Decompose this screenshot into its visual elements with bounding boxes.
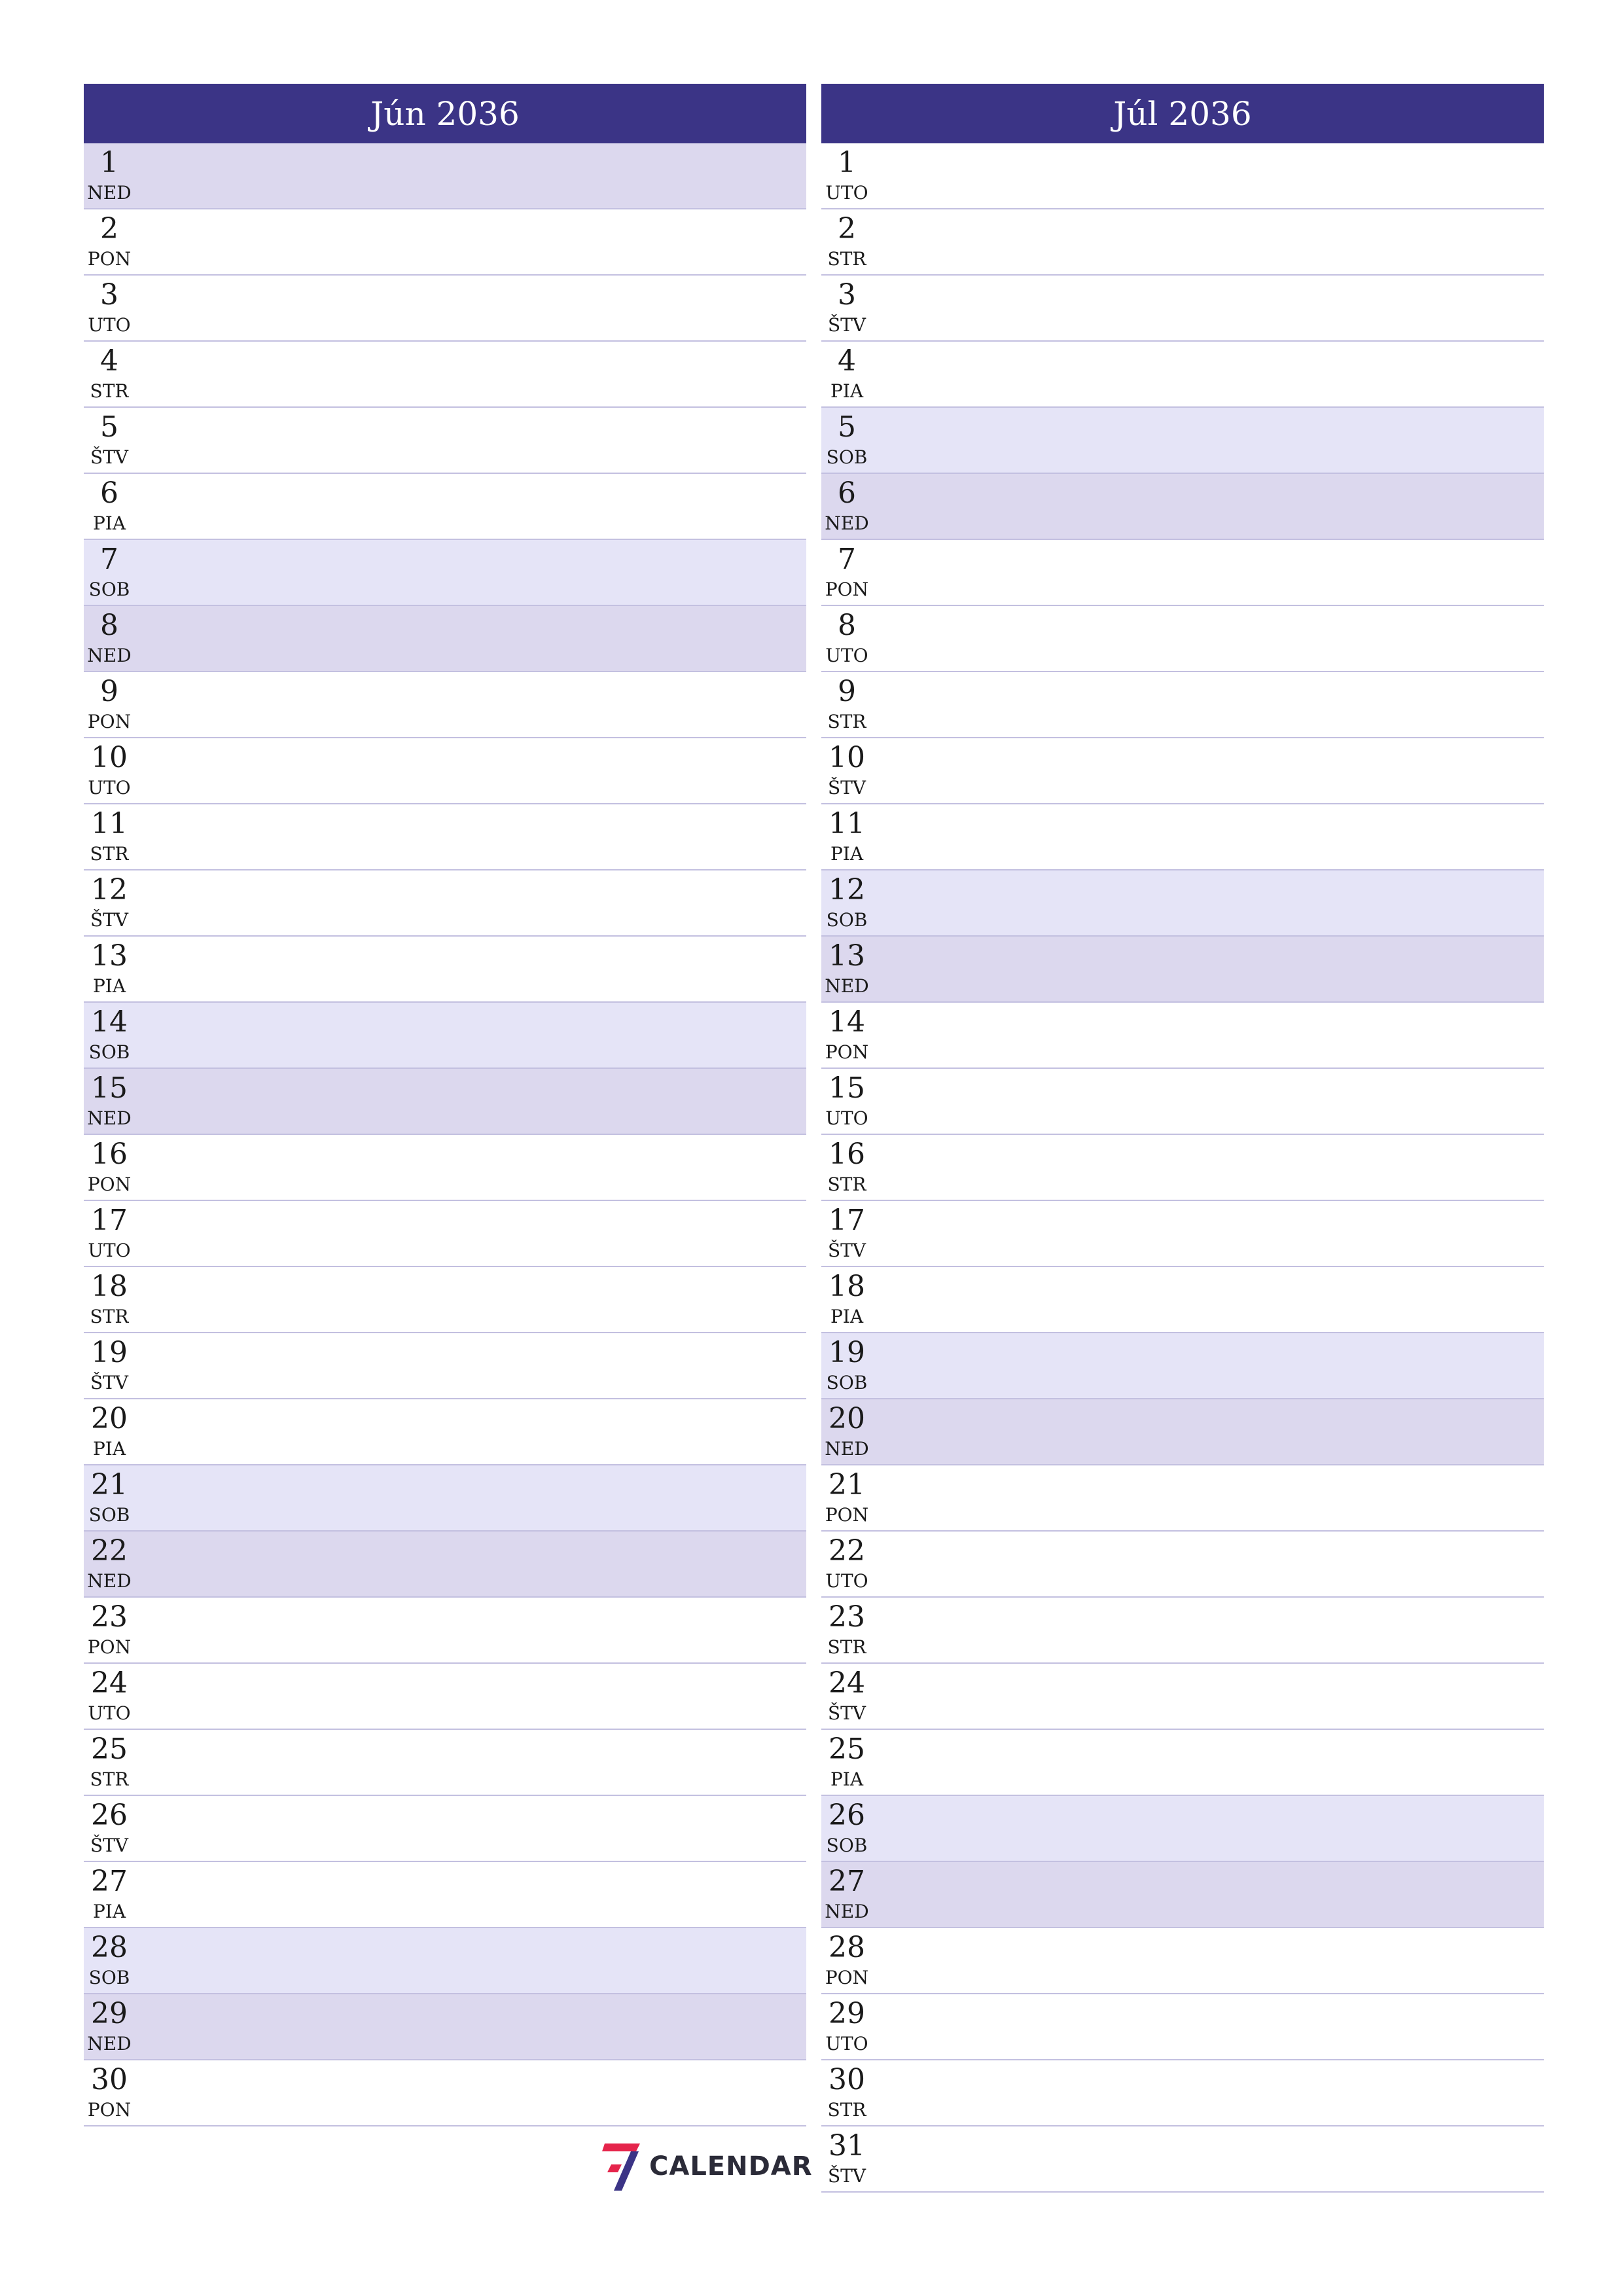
day-name: PON — [87, 2099, 132, 2121]
day-name: UTO — [88, 1702, 131, 1724]
day-name: NED — [825, 1438, 869, 1460]
day-number: 28 — [91, 1931, 128, 1964]
day-name: STR — [827, 711, 866, 732]
day-row — [84, 870, 806, 937]
day-row — [821, 1928, 1544, 1994]
day-number: 18 — [91, 1270, 128, 1303]
day-name: PIA — [92, 1438, 126, 1460]
day-row — [821, 937, 1544, 1003]
day-number: 6 — [838, 476, 856, 510]
day-number: 26 — [91, 1799, 128, 1832]
day-row — [84, 1928, 806, 1994]
day-number: 14 — [91, 1005, 128, 1039]
day-name: PIA — [92, 1901, 126, 1922]
day-number: 20 — [91, 1402, 128, 1435]
day-number: 25 — [91, 1732, 128, 1766]
day-row — [821, 474, 1544, 540]
day-number: 2 — [838, 212, 856, 245]
day-number: 12 — [91, 873, 128, 906]
day-number: 14 — [829, 1005, 865, 1039]
day-row — [84, 540, 806, 606]
day-name: STR — [90, 1306, 129, 1327]
day-name: SOB — [826, 1835, 868, 1856]
day-name: ŠTV — [90, 909, 129, 931]
day-number: 5 — [100, 410, 118, 444]
day-name: SOB — [88, 579, 130, 600]
day-number: 24 — [829, 1666, 865, 1700]
day-list-june — [84, 143, 806, 2126]
day-number: 7 — [838, 543, 856, 576]
day-name: STR — [827, 1174, 866, 1195]
day-row — [84, 1664, 806, 1730]
day-name: PIA — [830, 843, 864, 865]
day-name: ŠTV — [827, 2165, 866, 2187]
day-number: 15 — [91, 1071, 128, 1105]
day-name: STR — [90, 1768, 129, 1790]
day-number: 19 — [91, 1336, 128, 1369]
day-number: 23 — [829, 1600, 865, 1634]
day-name: UTO — [88, 1240, 131, 1261]
day-number: 27 — [91, 1865, 128, 1898]
day-row — [84, 1862, 806, 1928]
day-row — [821, 738, 1544, 804]
day-number: 8 — [838, 609, 856, 642]
day-name: SOB — [88, 1504, 130, 1526]
day-number: 21 — [829, 1468, 865, 1501]
day-row — [84, 1465, 806, 1532]
day-name: UTO — [825, 182, 868, 204]
day-number: 22 — [829, 1534, 865, 1568]
day-name: PIA — [830, 1306, 864, 1327]
day-number: 9 — [100, 675, 118, 708]
day-number: 13 — [829, 939, 865, 973]
day-name: SOB — [826, 909, 868, 931]
day-row — [821, 1598, 1544, 1664]
day-name: ŠTV — [90, 1835, 129, 1856]
day-name: NED — [87, 182, 132, 204]
day-row — [84, 408, 806, 474]
month-title-july: Júl 2036 — [821, 84, 1544, 143]
day-name: ŠTV — [90, 446, 129, 468]
day-row — [84, 804, 806, 870]
day-row — [821, 1532, 1544, 1598]
day-name: SOB — [826, 446, 868, 468]
day-row — [84, 1730, 806, 1796]
day-row — [84, 209, 806, 276]
day-number: 12 — [829, 873, 865, 906]
day-name: STR — [827, 248, 866, 270]
day-name: PON — [87, 711, 132, 732]
day-name: PON — [825, 1041, 869, 1063]
day-row — [84, 474, 806, 540]
day-name: PIA — [830, 380, 864, 402]
day-row — [821, 408, 1544, 474]
day-name: UTO — [88, 777, 131, 798]
day-name: UTO — [825, 645, 868, 666]
day-name: ŠTV — [827, 1702, 866, 1724]
day-name: NED — [87, 1107, 132, 1129]
day-name: PON — [825, 1504, 869, 1526]
day-row — [821, 1003, 1544, 1069]
day-row — [84, 1201, 806, 1267]
day-row — [821, 1730, 1544, 1796]
day-number: 5 — [838, 410, 856, 444]
day-name: NED — [87, 645, 132, 666]
day-name: NED — [87, 2033, 132, 2054]
day-name: STR — [827, 2099, 866, 2121]
day-number: 29 — [91, 1997, 128, 2030]
day-number: 3 — [100, 278, 118, 312]
day-number: 16 — [91, 1138, 128, 1171]
day-number: 1 — [100, 146, 118, 179]
day-row — [821, 143, 1544, 209]
day-name: PIA — [92, 975, 126, 997]
day-row — [84, 1135, 806, 1201]
day-row — [84, 1796, 806, 1862]
day-row — [821, 606, 1544, 672]
day-number: 25 — [829, 1732, 865, 1766]
day-name: SOB — [826, 1372, 868, 1393]
day-name: ŠTV — [827, 1240, 866, 1261]
day-name: STR — [827, 1636, 866, 1658]
day-name: UTO — [825, 1570, 868, 1592]
day-name: UTO — [825, 1107, 868, 1129]
day-number: 19 — [829, 1336, 865, 1369]
day-number: 21 — [91, 1468, 128, 1501]
day-number: 16 — [829, 1138, 865, 1171]
day-number: 2 — [100, 212, 118, 245]
day-number: 22 — [91, 1534, 128, 1568]
day-row — [821, 870, 1544, 937]
day-row — [821, 1135, 1544, 1201]
day-row — [821, 1465, 1544, 1532]
day-row — [821, 1069, 1544, 1135]
day-number: 9 — [838, 675, 856, 708]
day-number: 4 — [838, 344, 856, 378]
day-row — [821, 342, 1544, 408]
day-number: 18 — [829, 1270, 865, 1303]
day-name: ŠTV — [827, 314, 866, 336]
day-list-july — [821, 143, 1544, 2193]
day-number: 10 — [829, 741, 865, 774]
day-name: NED — [825, 975, 869, 997]
brand-text: CALENDAR — [649, 2151, 813, 2181]
day-number: 17 — [91, 1204, 128, 1237]
day-number: 27 — [829, 1865, 865, 1898]
day-number: 7 — [100, 543, 118, 576]
day-number: 28 — [829, 1931, 865, 1964]
day-name: PIA — [830, 1768, 864, 1790]
month-july — [821, 84, 1544, 2193]
day-row — [821, 1333, 1544, 1399]
day-number: 1 — [838, 146, 856, 179]
day-row — [821, 1201, 1544, 1267]
day-row — [84, 276, 806, 342]
day-name: UTO — [825, 2033, 868, 2054]
day-row — [84, 1598, 806, 1664]
day-row — [84, 738, 806, 804]
day-number: 11 — [829, 807, 865, 840]
day-number: 23 — [91, 1600, 128, 1634]
day-row — [821, 540, 1544, 606]
day-row — [821, 1994, 1544, 2060]
day-number: 29 — [829, 1997, 865, 2030]
day-number: 26 — [829, 1799, 865, 1832]
day-name: NED — [87, 1570, 132, 1592]
day-number: 13 — [91, 939, 128, 973]
day-number: 24 — [91, 1666, 128, 1700]
day-name: SOB — [88, 1967, 130, 1988]
day-row — [821, 2126, 1544, 2193]
day-name: STR — [90, 843, 129, 865]
day-name: PON — [825, 1967, 869, 1988]
day-row — [84, 342, 806, 408]
day-number: 8 — [100, 609, 118, 642]
day-name: UTO — [88, 314, 131, 336]
day-row — [821, 2060, 1544, 2126]
day-number: 11 — [91, 807, 128, 840]
day-number: 31 — [829, 2129, 865, 2162]
day-row — [84, 1532, 806, 1598]
day-row — [84, 1994, 806, 2060]
day-row — [84, 1333, 806, 1399]
brand-logo — [602, 2140, 813, 2193]
day-name: PON — [87, 1174, 132, 1195]
day-row — [84, 1399, 806, 1465]
day-name: PIA — [92, 512, 126, 534]
day-number: 30 — [91, 2063, 128, 2096]
day-name: PON — [87, 248, 132, 270]
day-number: 15 — [829, 1071, 865, 1105]
day-row — [821, 672, 1544, 738]
seven-logo-icon — [602, 2141, 641, 2192]
day-row — [821, 1862, 1544, 1928]
day-number: 6 — [100, 476, 118, 510]
day-name: PON — [825, 579, 869, 600]
day-number: 20 — [829, 1402, 865, 1435]
day-name: NED — [825, 1901, 869, 1922]
day-name: NED — [825, 512, 869, 534]
day-number: 10 — [91, 741, 128, 774]
day-row — [821, 1399, 1544, 1465]
day-row — [84, 937, 806, 1003]
month-title-june: Jún 2036 — [84, 84, 806, 143]
day-name: ŠTV — [90, 1372, 129, 1393]
day-row — [84, 1003, 806, 1069]
day-row — [821, 1664, 1544, 1730]
day-name: ŠTV — [827, 777, 866, 798]
day-row — [821, 209, 1544, 276]
month-june — [84, 84, 806, 2126]
day-row — [84, 1069, 806, 1135]
day-name: SOB — [88, 1041, 130, 1063]
day-row — [821, 276, 1544, 342]
day-row — [84, 1267, 806, 1333]
day-row — [84, 143, 806, 209]
day-number: 17 — [829, 1204, 865, 1237]
day-name: PON — [87, 1636, 132, 1658]
day-row — [84, 606, 806, 672]
day-row — [84, 672, 806, 738]
day-number: 30 — [829, 2063, 865, 2096]
day-row — [821, 1267, 1544, 1333]
day-number: 4 — [100, 344, 118, 378]
day-number: 3 — [838, 278, 856, 312]
day-name: STR — [90, 380, 129, 402]
day-row — [84, 2060, 806, 2126]
day-row — [821, 804, 1544, 870]
day-row — [821, 1796, 1544, 1862]
